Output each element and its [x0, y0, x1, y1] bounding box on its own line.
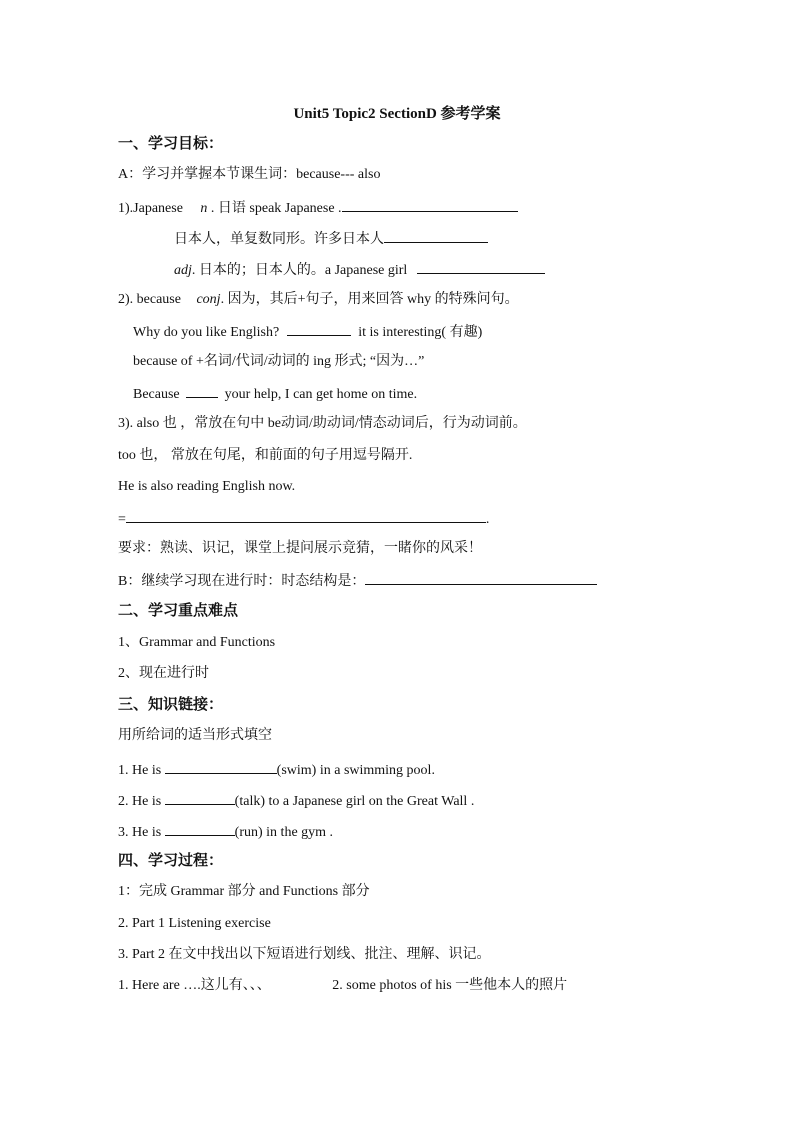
also-example-sentence: He is also reading English now.	[118, 479, 296, 494]
answer-blank[interactable]	[287, 322, 351, 336]
vocab-because-line	[118, 291, 519, 309]
vocab-because-pos: conj	[196, 292, 221, 307]
answer-blank[interactable]	[165, 791, 235, 805]
answer-blank[interactable]	[165, 760, 277, 774]
section-1-heading: 一、学习目标：	[118, 136, 224, 152]
because-example-1	[133, 322, 482, 342]
because-of-note: because of +名词/代词/动词的 ing 形式; “因为…”	[133, 354, 425, 369]
vocab-japanese-people-text: 日本人，单复数同形。许多日本人	[174, 232, 384, 247]
equals-sign: =	[118, 512, 126, 527]
process-step-3: 3. Part 2 在文中找出以下短语进行划线、批注、理解、识记。	[118, 947, 491, 962]
exercise-2	[118, 791, 474, 811]
key-point-2: 2、现在进行时	[118, 666, 209, 681]
goal-a-line: A：学习并掌握本节课生词：because--- also	[118, 167, 381, 182]
vocab-because-desc: . 因为，其后+句子，用来回答 why 的特殊问句。	[220, 292, 519, 307]
answer-blank[interactable]	[126, 509, 486, 523]
vocab-japanese-pos: n	[200, 201, 208, 216]
page-title: Unit5 Topic2 SectionD 参考学案	[293, 106, 501, 122]
goal-b-text: B：继续学习现在进行时：时态结构是：	[118, 574, 366, 589]
vocab-japanese-adj-text: . 日本的；日本人的。a Japanese girl	[191, 263, 408, 278]
vocab-japanese-people-line	[174, 229, 488, 249]
vocab-too-line: too 也， 常放在句尾，和前面的句子用逗号隔开.	[118, 448, 413, 463]
key-point-1: 1、Grammar and Functions	[118, 635, 276, 650]
answer-blank[interactable]	[384, 229, 488, 243]
exercise-2-start: 2. He is	[118, 794, 162, 809]
vocab-japanese-line	[118, 198, 518, 218]
because-example-2	[133, 384, 417, 404]
vocab-japanese-number: 1).Japanese	[118, 201, 183, 216]
vocab-japanese-adj-pos: adj	[174, 263, 192, 278]
answer-blank[interactable]	[165, 822, 235, 836]
exercise-2-end: (talk) to a Japanese girl on the Great Wall .	[234, 794, 475, 809]
rewrite-period: .	[485, 512, 490, 527]
exercise-3	[118, 822, 333, 842]
exercise-1	[118, 760, 435, 780]
answer-blank[interactable]	[342, 198, 518, 212]
process-step-1: 1：完成 Grammar 部分 and Functions 部分	[118, 884, 370, 899]
exercise-1-end: (swim) in a swimming pool.	[276, 763, 435, 778]
exercise-1-start: 1. He is	[118, 763, 162, 778]
vocab-also-line: 3). also 也 ，常放在句中 be动词/助动词/情态动词后，行为动词前。	[118, 416, 527, 431]
phrase-2: 2. some photos of his 一些他本人的照片	[332, 978, 568, 993]
exercise-3-start: 3. He is	[118, 825, 162, 840]
section-4-heading: 四、学习过程：	[118, 853, 224, 869]
answer-blank[interactable]	[417, 260, 545, 274]
phrase-1: 1. Here are ….这儿有、、、	[118, 978, 271, 993]
exercise-3-end: (run) in the gym .	[234, 825, 334, 840]
goal-b-line	[118, 571, 597, 591]
rewrite-line	[118, 509, 489, 529]
answer-blank[interactable]	[365, 571, 597, 585]
vocab-japanese-meaning: . 日语 speak Japanese .	[210, 201, 342, 216]
section-3-heading: 三、知识链接：	[118, 697, 224, 713]
vocab-because-number: 2). because	[118, 292, 181, 307]
requirement-line: 要求：熟读、识记，课堂上提问展示竞猜，一睹你的风采！	[118, 541, 482, 556]
because-example-1-answer: it is interesting( 有趣)	[358, 325, 483, 340]
fill-in-instruction: 用所给词的适当形式填空	[118, 728, 272, 743]
section-2-heading: 二、学习重点难点	[118, 603, 239, 619]
because-example-1-question: Why do you like English?	[133, 325, 280, 340]
because-example-2-end: your help, I can get home on time.	[224, 387, 418, 402]
because-example-2-start: Because	[133, 387, 180, 402]
vocab-japanese-adj-line	[174, 260, 545, 280]
answer-blank[interactable]	[186, 384, 218, 398]
phrase-list-line	[118, 977, 567, 995]
process-step-2: 2. Part 1 Listening exercise	[118, 916, 271, 931]
